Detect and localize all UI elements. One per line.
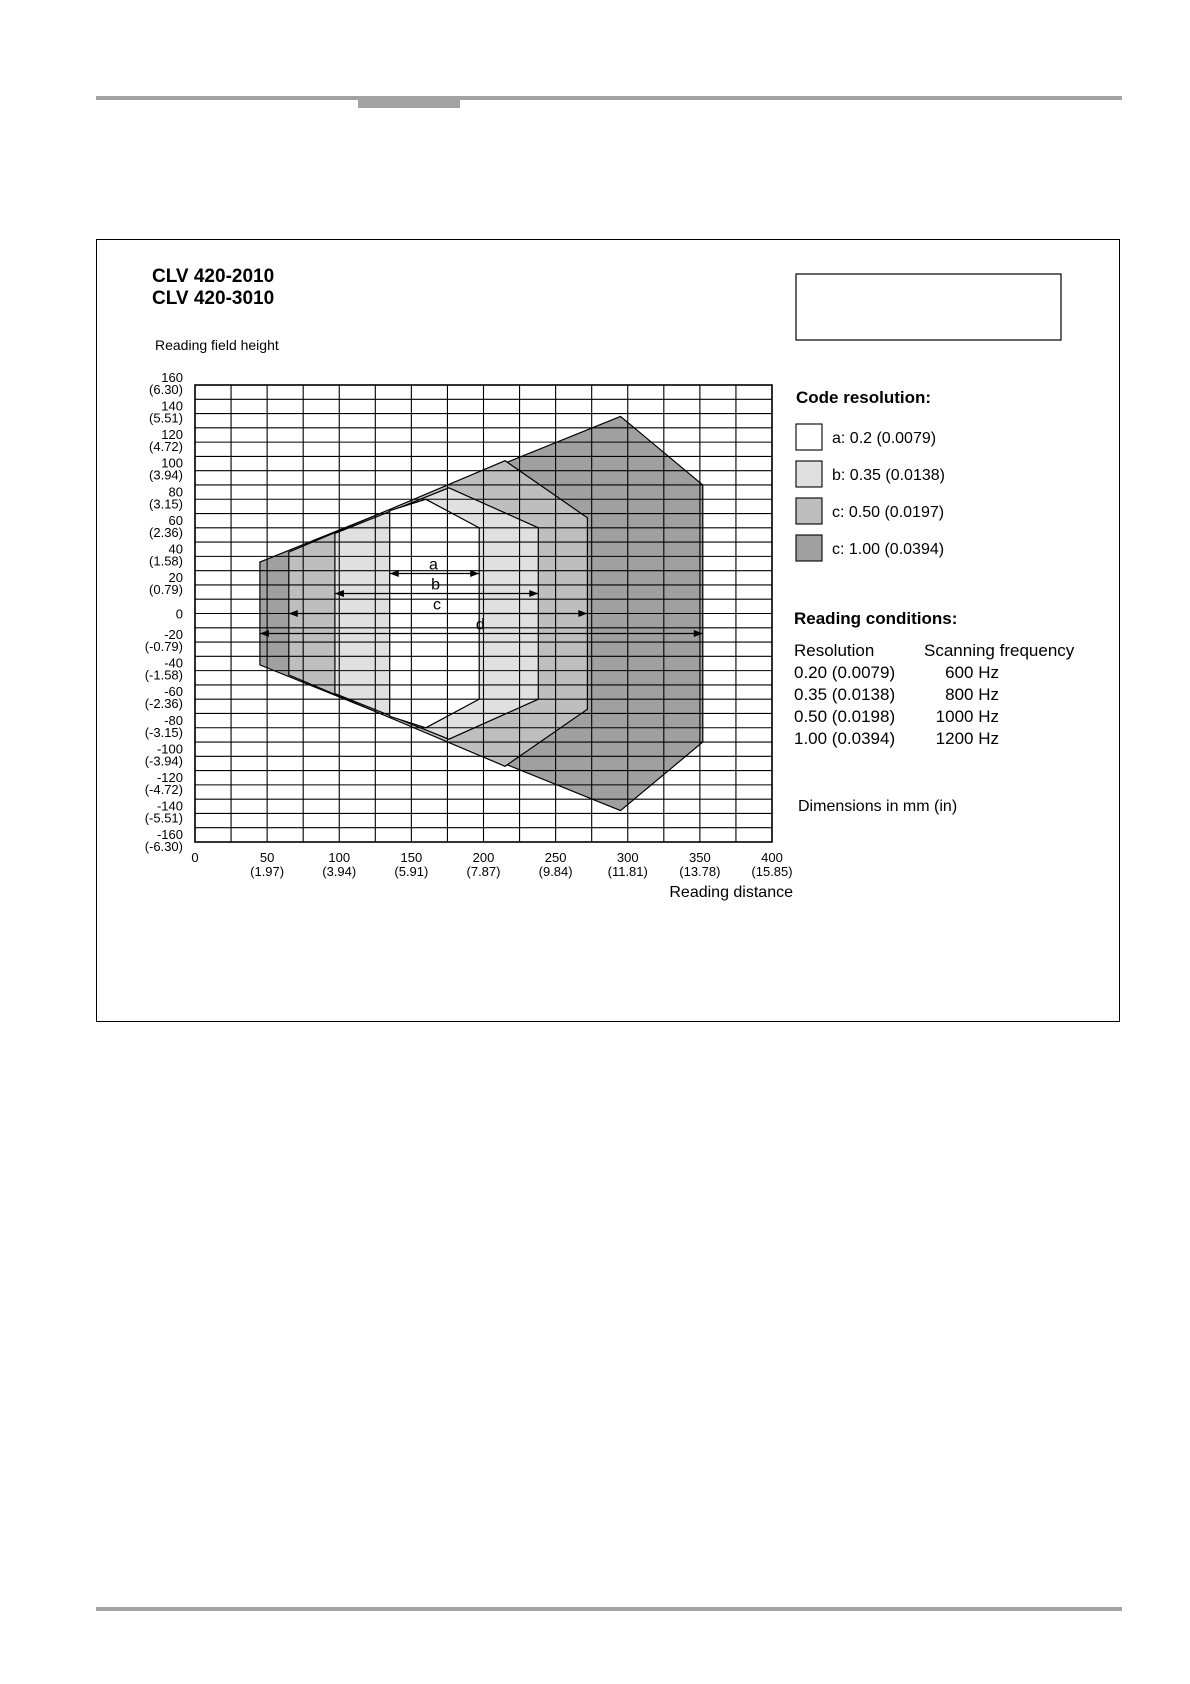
y-tick-label-inch: (3.15) [149, 496, 183, 512]
y-tick-label: 60 [168, 512, 183, 528]
footer-rule [96, 1607, 1122, 1611]
y-tick-label-inch: (-2.36) [144, 696, 183, 712]
legend-swatch-a [796, 424, 822, 450]
y-tick-label-inch: (-3.94) [144, 753, 183, 769]
legend-swatch-b [796, 461, 822, 487]
blank-info-box [796, 274, 1061, 340]
y-tick-label: 80 [168, 484, 183, 500]
y-tick-label: -100 [156, 741, 183, 757]
conditions-resolution: 1.00 (0.0394) [794, 729, 896, 748]
x-tick-label: 150 [400, 850, 423, 865]
dimension-label-a: a [429, 556, 438, 574]
legend-swatch-c [796, 498, 822, 524]
legend [796, 424, 945, 561]
y-tick-label-inch: (1.58) [149, 553, 183, 569]
y-tick-label-inch: (4.72) [149, 439, 183, 455]
y-tick-label: 140 [161, 398, 183, 414]
y-tick-label-inch: (-5.51) [144, 810, 183, 826]
y-tick-label: -20 [164, 627, 183, 643]
y-tick-label: -80 [164, 712, 183, 728]
conditions-frequency: 1000 Hz [935, 707, 999, 726]
x-tick-label-inch: (1.97) [250, 864, 285, 879]
x-tick-label-inch: (13.78) [679, 864, 721, 879]
x-tick-label-inch: (3.94) [322, 864, 357, 879]
conditions-table [794, 641, 1075, 748]
conditions-resolution: 0.50 (0.0198) [794, 707, 896, 726]
y-tick-label: 160 [161, 370, 183, 385]
x-tick-label: 200 [472, 850, 495, 865]
conditions-frequency: 600 Hz [945, 663, 999, 682]
conditions-header-resolution: Resolution [794, 641, 875, 660]
legend-label-a: a: 0.2 (0.0079) [832, 430, 937, 447]
dimension-label-c: c [433, 596, 442, 614]
dimension-label-d: d [475, 616, 485, 634]
x-tick-label: 400 [761, 850, 783, 865]
chart-title-line-1: CLV 420-2010 [152, 266, 275, 287]
y-tick-label-inch: (5.51) [149, 410, 183, 426]
conditions-header-frequency: Scanning frequency [924, 641, 1075, 660]
x-tick-label: 250 [544, 850, 567, 865]
y-tick-label: -120 [156, 769, 183, 785]
y-tick-label: 40 [168, 541, 183, 557]
y-axis-label: Reading field height [155, 337, 279, 353]
conditions-title: Reading conditions: [794, 609, 958, 628]
x-tick-label-inch: (15.85) [751, 864, 793, 879]
conditions-frequency: 800 Hz [945, 685, 999, 704]
x-tick-label: 0 [191, 850, 199, 865]
y-tick-label-inch: (-0.79) [144, 639, 183, 655]
y-tick-label: 120 [161, 427, 183, 443]
y-tick-label-inch: (2.36) [149, 524, 183, 540]
x-tick-label: 100 [328, 850, 351, 865]
x-axis-ticks [191, 850, 792, 879]
y-tick-label-inch: (3.94) [149, 467, 183, 483]
y-tick-label-inch: (0.79) [149, 581, 183, 597]
y-tick-label: -140 [156, 798, 183, 814]
y-tick-label-inch: (-6.30) [144, 839, 183, 854]
y-tick-label-inch: (6.30) [149, 382, 183, 397]
legend-label-c: c: 0.50 (0.0197) [832, 504, 945, 521]
y-tick-label: 0 [175, 606, 183, 622]
y-tick-label: 20 [168, 569, 183, 585]
conditions-frequency: 1200 Hz [935, 729, 999, 748]
y-tick-label: -60 [164, 684, 183, 700]
legend-label-b: b: 0.35 (0.0138) [832, 467, 945, 484]
x-tick-label: 350 [689, 850, 711, 865]
legend-label-d: c: 1.00 (0.0394) [832, 541, 945, 558]
x-tick-label-inch: (5.91) [394, 864, 429, 879]
y-tick-label-inch: (-1.58) [144, 667, 183, 683]
chart-title-line-2: CLV 420-3010 [152, 288, 275, 309]
x-tick-label-inch: (11.81) [607, 864, 648, 879]
x-tick-label: 300 [616, 850, 639, 865]
conditions-resolution: 0.35 (0.0138) [794, 685, 896, 704]
legend-swatch-d [796, 535, 822, 561]
y-axis-ticks [145, 370, 183, 854]
x-axis-label: Reading distance [669, 884, 793, 901]
x-tick-label-inch: (9.84) [538, 864, 573, 879]
dimension-label-b: b [431, 576, 441, 594]
y-tick-label-inch: (-4.72) [144, 781, 183, 797]
x-tick-label: 50 [259, 850, 275, 865]
units-note: Dimensions in mm (in) [798, 798, 958, 815]
y-tick-label: 100 [161, 455, 183, 471]
y-tick-label: -160 [156, 827, 183, 842]
y-tick-label: -40 [164, 655, 183, 671]
legend-title: Code resolution: [796, 388, 932, 407]
conditions-resolution: 0.20 (0.0079) [794, 663, 896, 682]
y-tick-label-inch: (-3.15) [144, 724, 183, 740]
x-tick-label-inch: (7.87) [466, 864, 501, 879]
